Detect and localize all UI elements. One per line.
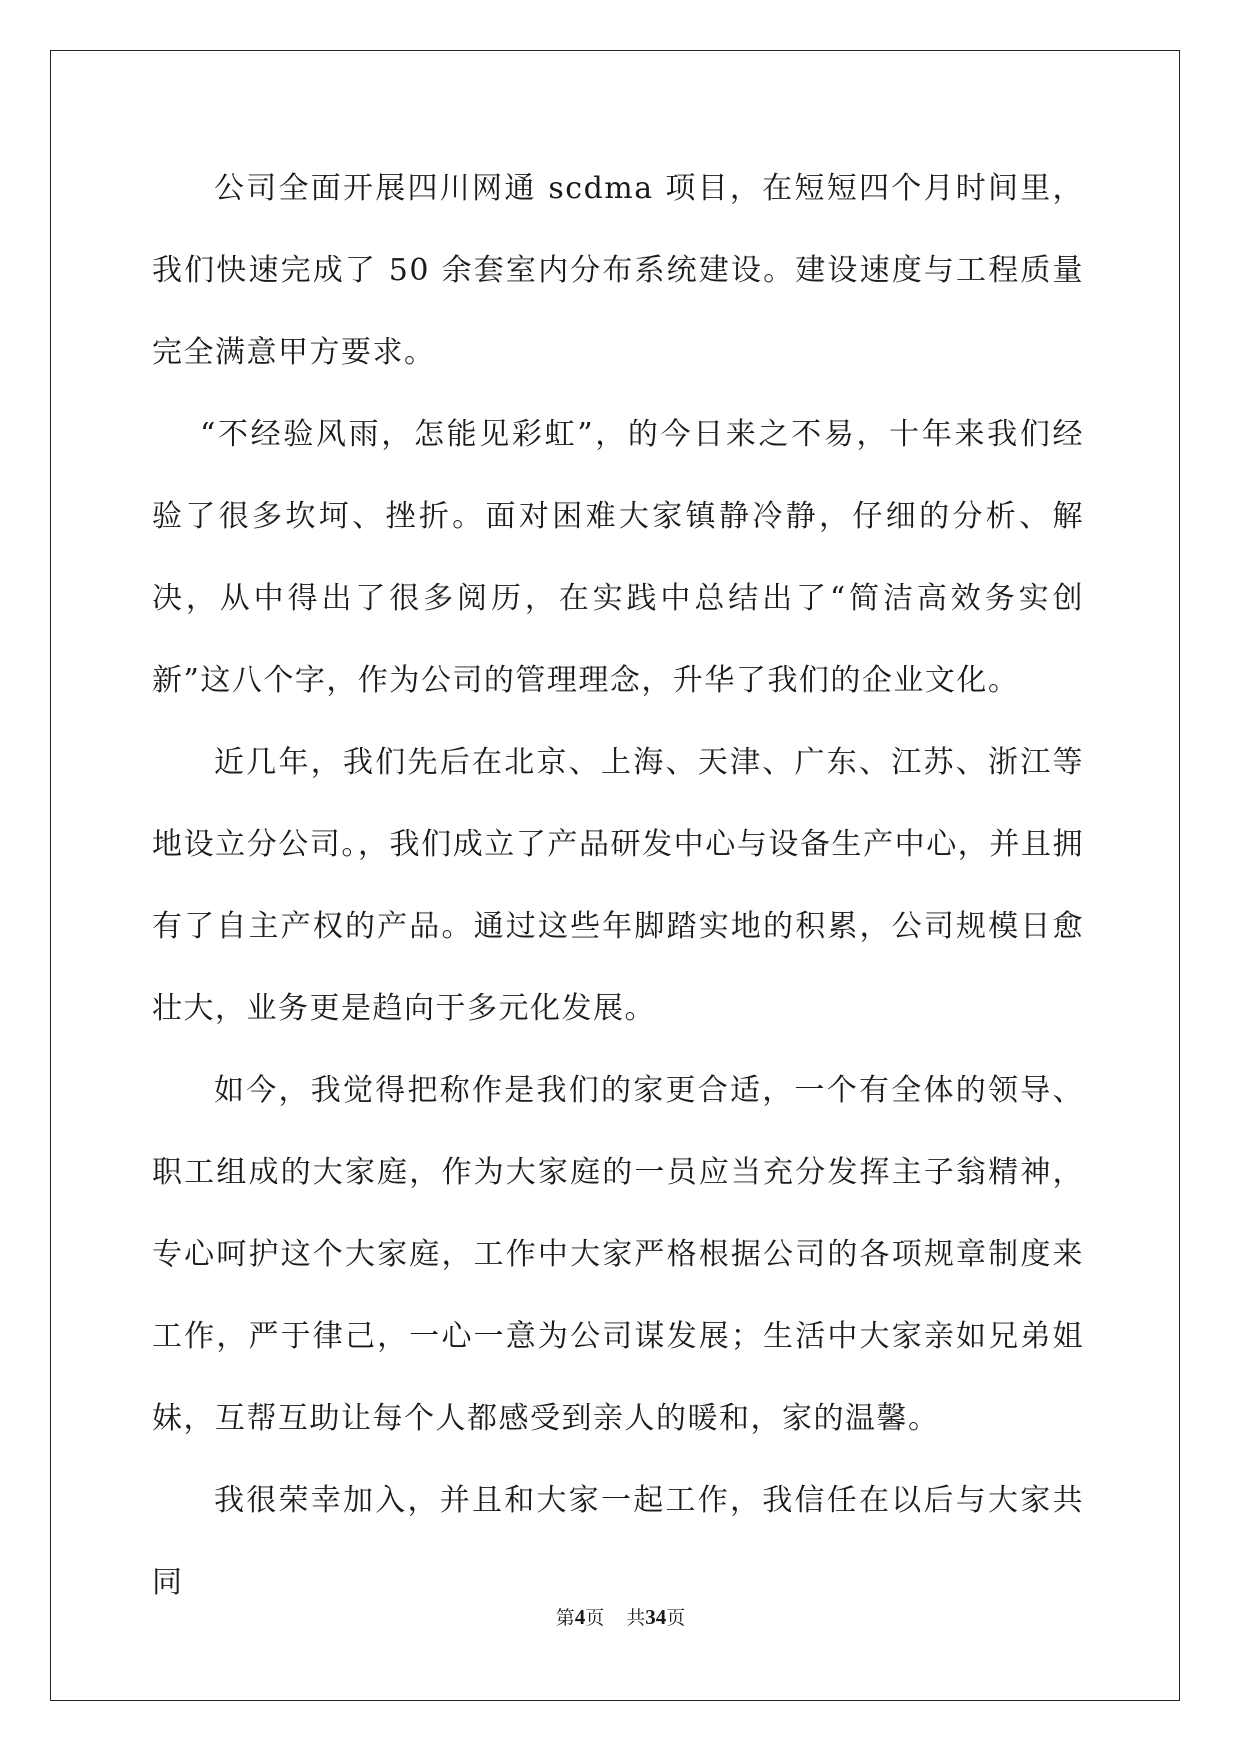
footer-total-suffix: 页 — [666, 1607, 686, 1629]
paragraph-1: 公司全面开展四川网通 scdma 项目，在短短四个月时间里，我们快速完成了 50 余套室内分布系统建设。建设速度与工程质量完全满意甲方要求。 — [152, 171, 1084, 370]
paragraph-5: 我很荣幸加入，并且和大家一起工作，我信任在以后与大家共同 — [152, 1483, 1084, 1600]
total-page-count: 34 — [645, 1605, 667, 1629]
paragraph-4: 如今，我觉得把称作是我们的家更合适，一个有全体的领导、职工组成的大家庭，作为大家庭的一员应当充分发挥主子翁精神，专心呵护这个大家庭，工作中大家严格根据公司的各项规章制度来工作，严于律己，一心一意为公司谋发展；生活中大家亲如兄弟姐妹，互帮互助让每个人都感受到亲人的暖和，家的温馨。 — [152, 1073, 1084, 1436]
document-body — [152, 0, 1084, 1624]
footer-page-suffix: 页 — [585, 1607, 605, 1629]
footer-total-prefix: 共 — [626, 1607, 646, 1629]
paragraph-2: “不经验风雨，怎能见彩虹”，的今日来之不易，十年来我们经验了很多坎坷、挫折。面对困难大家镇静冷静，仔细的分析、解决，从中得出了很多阅历，在实践中总结出了“简洁高效务实创新”这八个字，作为公司的管理理念，升华了我们的企业文化。 — [152, 417, 1084, 698]
page-footer — [0, 1603, 1241, 1630]
paragraph-3: 近几年，我们先后在北京、上海、天津、广东、江苏、浙江等地设立分公司。，我们成立了产品研发中心与设备生产中心，并且拥有了自主产权的产品。通过这些年脚踏实地的积累，公司规模日愈壮大，业务更是趋向于多元化发展。 — [152, 745, 1084, 1026]
current-page-number: 4 — [574, 1605, 586, 1629]
footer-prefix: 第 — [555, 1607, 575, 1629]
